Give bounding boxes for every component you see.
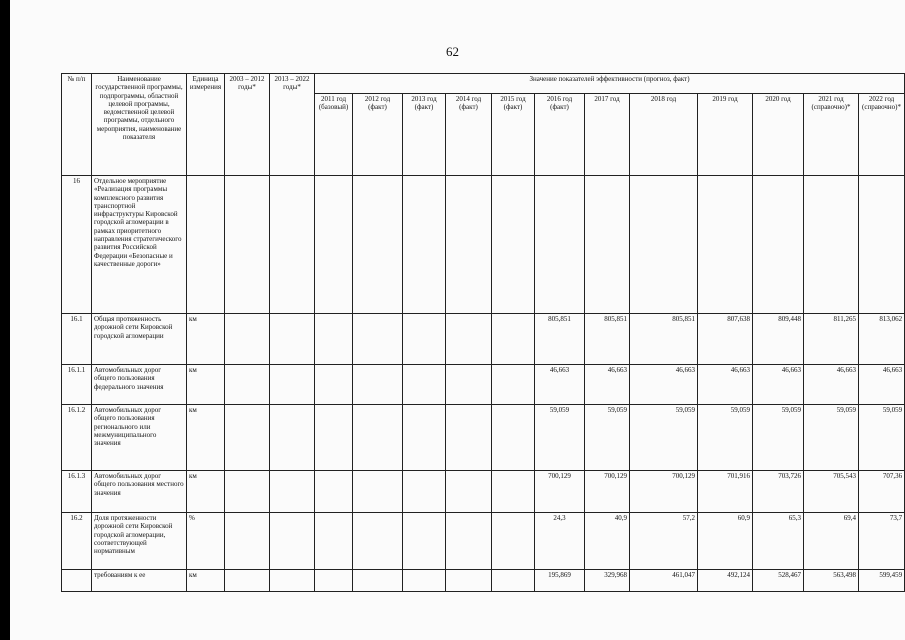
value-cell: 46,663 — [753, 365, 804, 405]
row-unit — [187, 176, 225, 314]
cell-period-2 — [270, 570, 315, 592]
value-cell: 805,851 — [630, 314, 698, 365]
header-group: Значение показателей эффективности (прогноз, факт) — [315, 74, 905, 94]
value-cell — [315, 405, 353, 471]
page-number: 62 — [446, 44, 459, 59]
cell-period-1 — [225, 314, 270, 365]
value-cell — [698, 176, 753, 314]
row-number: 16.1.3 — [62, 471, 92, 513]
value-cell: 46,663 — [535, 365, 585, 405]
value-cell — [353, 405, 403, 471]
value-cell — [315, 365, 353, 405]
row-name: Общая протяженность дорожной сети Кировской городской агломерации — [92, 314, 187, 365]
row-number: 16.1.1 — [62, 365, 92, 405]
value-cell — [492, 513, 535, 570]
header-year: 2022 год (справочно)* — [859, 94, 905, 176]
header-year: 2017 год — [585, 94, 630, 176]
table-row — [62, 513, 905, 570]
row-unit: км — [187, 365, 225, 405]
value-cell — [315, 570, 353, 592]
cell-period-2 — [270, 471, 315, 513]
value-cell: 528,467 — [753, 570, 804, 592]
header-period-2: 2013 – 2022 годы* — [270, 74, 315, 176]
value-cell — [535, 176, 585, 314]
value-cell — [403, 314, 446, 365]
value-cell: 59,059 — [630, 405, 698, 471]
value-cell — [753, 176, 804, 314]
cell-period-1 — [225, 513, 270, 570]
value-cell — [492, 365, 535, 405]
value-cell — [315, 471, 353, 513]
value-cell — [859, 176, 905, 314]
value-cell — [353, 176, 403, 314]
value-cell: 700,129 — [535, 471, 585, 513]
value-cell — [353, 570, 403, 592]
value-cell — [492, 471, 535, 513]
cell-period-2 — [270, 365, 315, 405]
cell-period-1 — [225, 471, 270, 513]
value-cell: 807,638 — [698, 314, 753, 365]
row-number: 16 — [62, 176, 92, 314]
table-row — [62, 314, 905, 365]
value-cell: 60,9 — [698, 513, 753, 570]
value-cell: 461,047 — [630, 570, 698, 592]
row-name: Автомобильных дорог общего пользования федерального значения — [92, 365, 187, 405]
value-cell — [403, 513, 446, 570]
row-name: Автомобильных дорог общего пользования местного значения — [92, 471, 187, 513]
table-row — [62, 471, 905, 513]
value-cell — [403, 365, 446, 405]
value-cell — [315, 176, 353, 314]
value-cell: 492,124 — [698, 570, 753, 592]
value-cell: 805,851 — [585, 314, 630, 365]
row-name: требованиям к ее — [92, 570, 187, 592]
value-cell — [353, 365, 403, 405]
value-cell — [403, 570, 446, 592]
value-cell: 46,663 — [585, 365, 630, 405]
header-year: 2014 год (факт) — [446, 94, 492, 176]
header-period-1: 2003 – 2012 годы* — [225, 74, 270, 176]
value-cell: 700,129 — [585, 471, 630, 513]
value-cell — [804, 176, 859, 314]
value-cell: 59,059 — [535, 405, 585, 471]
value-cell — [492, 176, 535, 314]
row-number: 16.2 — [62, 513, 92, 570]
header-year: 2013 год (факт) — [403, 94, 446, 176]
value-cell — [403, 176, 446, 314]
value-cell: 59,059 — [753, 405, 804, 471]
value-cell: 195,869 — [535, 570, 585, 592]
value-cell: 69,4 — [804, 513, 859, 570]
row-number — [62, 570, 92, 592]
value-cell — [446, 570, 492, 592]
row-name: Автомобильных дорог общего пользования регионального или межмуниципального значения — [92, 405, 187, 471]
value-cell: 46,663 — [630, 365, 698, 405]
value-cell: 805,851 — [535, 314, 585, 365]
table-body — [62, 176, 905, 592]
value-cell — [446, 513, 492, 570]
value-cell — [492, 405, 535, 471]
header-year: 2012 год (факт) — [353, 94, 403, 176]
value-cell: 703,726 — [753, 471, 804, 513]
value-cell: 40,9 — [585, 513, 630, 570]
header-year: 2018 год — [630, 94, 698, 176]
table-row — [62, 405, 905, 471]
cell-period-2 — [270, 405, 315, 471]
row-unit: км — [187, 471, 225, 513]
value-cell: 46,663 — [859, 365, 905, 405]
value-cell — [353, 471, 403, 513]
cell-period-2 — [270, 176, 315, 314]
value-cell: 707,36 — [859, 471, 905, 513]
header-year: 2020 год — [753, 94, 804, 176]
value-cell: 701,916 — [698, 471, 753, 513]
scan-edge-bar — [0, 0, 10, 640]
value-cell: 563,498 — [804, 570, 859, 592]
row-unit: км — [187, 570, 225, 592]
header-name: Наименование государственной программы, подпрограммы, областной целевой программы, ведомственной целевой программы, отдельного мероприятия, наименование показателя — [92, 74, 187, 176]
row-unit: % — [187, 513, 225, 570]
value-cell: 24,3 — [535, 513, 585, 570]
value-cell — [630, 176, 698, 314]
value-cell: 65,3 — [753, 513, 804, 570]
value-cell: 809,448 — [753, 314, 804, 365]
value-cell — [446, 405, 492, 471]
value-cell — [492, 314, 535, 365]
header-year: 2019 год — [698, 94, 753, 176]
cell-period-1 — [225, 176, 270, 314]
header-year: 2011 год (базовый) — [315, 94, 353, 176]
value-cell: 57,2 — [630, 513, 698, 570]
table-row — [62, 365, 905, 405]
value-cell — [353, 513, 403, 570]
value-cell: 59,059 — [804, 405, 859, 471]
header-year: 2015 год (факт) — [492, 94, 535, 176]
row-unit: км — [187, 314, 225, 365]
cell-period-1 — [225, 405, 270, 471]
cell-period-2 — [270, 513, 315, 570]
row-unit: км — [187, 405, 225, 471]
value-cell: 813,062 — [859, 314, 905, 365]
value-cell — [492, 570, 535, 592]
value-cell — [315, 314, 353, 365]
value-cell: 599,459 — [859, 570, 905, 592]
row-number: 16.1 — [62, 314, 92, 365]
row-name: Отдельное мероприятие «Реализация программы комплексного развития транспортной инфраструктуры Кировской городской агломерации в рамках приоритетного направления стратегического развития Российской Федерации «Безопасные и качественные дороги» — [92, 176, 187, 314]
cell-period-1 — [225, 570, 270, 592]
value-cell: 59,059 — [698, 405, 753, 471]
value-cell — [446, 176, 492, 314]
value-cell: 700,129 — [630, 471, 698, 513]
header-year: 2021 год (справочно)* — [804, 94, 859, 176]
header-unit: Единица измерения — [187, 74, 225, 176]
value-cell: 59,059 — [859, 405, 905, 471]
value-cell: 73,7 — [859, 513, 905, 570]
value-cell — [446, 365, 492, 405]
header-year: 2016 год (факт) — [535, 94, 585, 176]
value-cell — [403, 471, 446, 513]
table-row — [62, 570, 905, 592]
value-cell: 59,059 — [585, 405, 630, 471]
value-cell: 705,543 — [804, 471, 859, 513]
value-cell — [446, 314, 492, 365]
value-cell — [446, 471, 492, 513]
value-cell — [403, 405, 446, 471]
value-cell — [585, 176, 630, 314]
header-num: № п/п — [62, 74, 92, 176]
value-cell: 46,663 — [804, 365, 859, 405]
value-cell: 811,265 — [804, 314, 859, 365]
value-cell: 46,663 — [698, 365, 753, 405]
value-cell — [315, 513, 353, 570]
cell-period-2 — [270, 314, 315, 365]
value-cell — [353, 314, 403, 365]
row-number: 16.1.2 — [62, 405, 92, 471]
value-cell: 329,968 — [585, 570, 630, 592]
table-row — [62, 176, 905, 314]
cell-period-1 — [225, 365, 270, 405]
row-name: Доля протяженности дорожной сети Кировской городской агломерации, соответствующей нормативным — [92, 513, 187, 570]
indicators-table — [61, 73, 905, 592]
